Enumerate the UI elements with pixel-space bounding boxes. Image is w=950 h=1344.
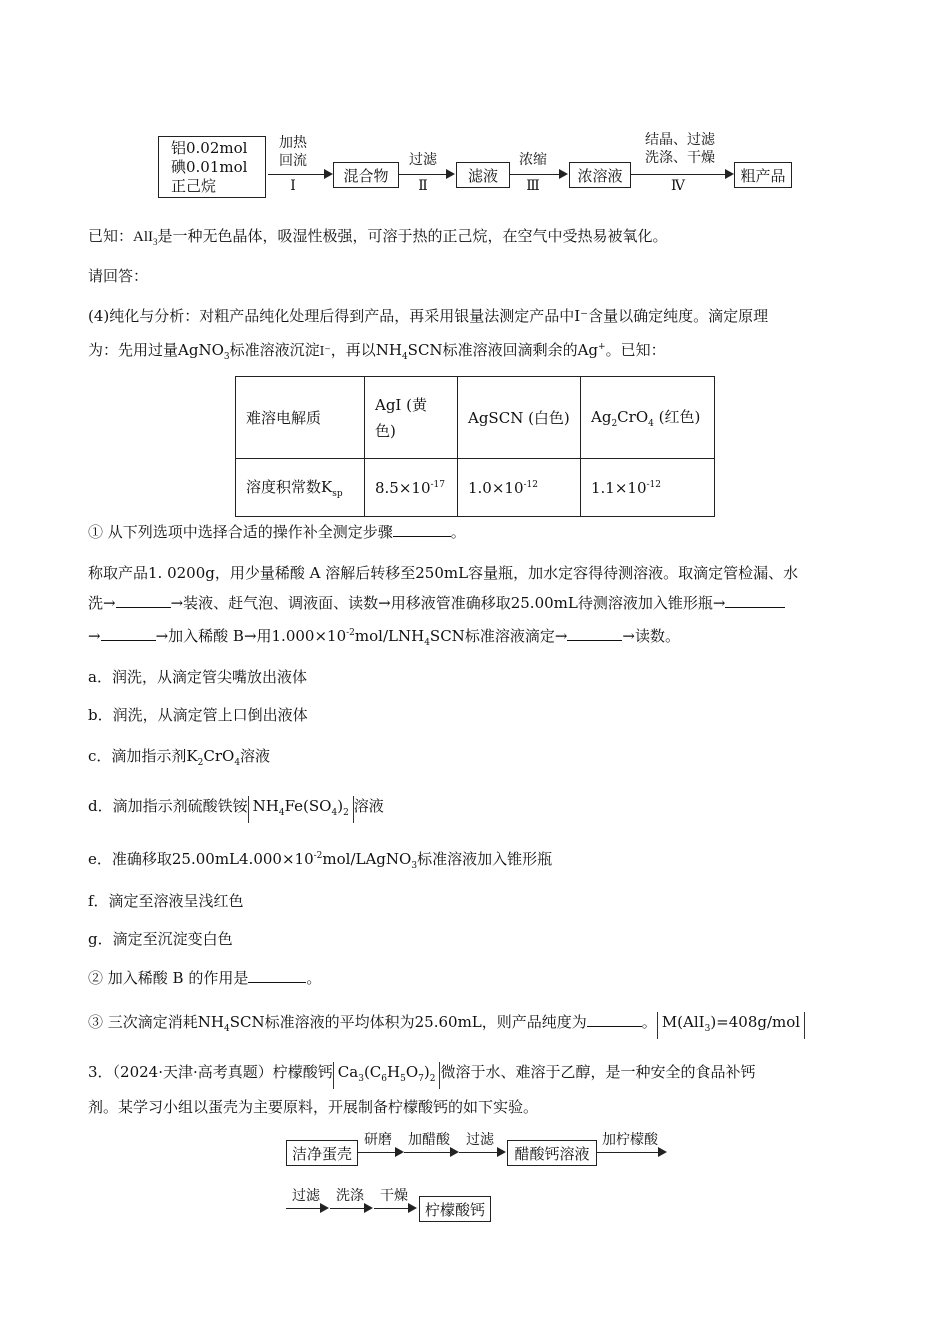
step-grind: 研磨	[364, 1132, 392, 1148]
step-filter-2: 过滤	[292, 1188, 320, 1204]
reactant-iodine: 碘0.01mol	[171, 157, 248, 176]
ask-line: 请回答：	[88, 267, 149, 285]
step4-label: 结晶、过滤 洗涤、干燥	[645, 132, 715, 166]
formula-bracket: $Ca_3(C_6H_5O_7)_2$	[333, 1062, 441, 1089]
problem3-line2: 剂。某学习小组以蛋壳为主要原料，开展制备柠檬酸钙的如下实验。	[88, 1098, 539, 1116]
arrow-3	[509, 174, 559, 175]
reactant-box	[158, 136, 266, 198]
table-row-header	[236, 377, 715, 459]
answer-blank[interactable]	[393, 522, 451, 537]
option-b: b．润洗，从滴定管上口倒出液体	[88, 706, 308, 724]
step2-label: 过滤	[409, 152, 437, 168]
option-f: f．滴定至溶液呈浅红色	[88, 892, 244, 910]
table-header-agi: AgI (黄 色)	[365, 377, 458, 459]
table-row-ksp	[236, 459, 715, 517]
arrow-filter-1	[459, 1152, 497, 1153]
formula-ali3: AlI$_3$	[133, 229, 158, 247]
reactant-al: 铝0.02mol	[171, 138, 248, 157]
answer-blank[interactable]	[116, 593, 171, 608]
arrowhead-grind	[395, 1147, 404, 1157]
arrowhead-3	[559, 169, 568, 179]
step3-roman: Ⅲ	[526, 178, 540, 194]
step-dry: 干燥	[380, 1188, 408, 1204]
table-header-agscn: AgSCN (白色)	[458, 377, 581, 459]
arrowhead-citric	[658, 1147, 667, 1157]
problem3-line1: 3．（2024·天津·高考真题）柠檬酸钙 $Ca_3(C_6H_5O_7)_2$ 微溶于水、难溶于乙醇，是一种安全的食品补钙	[88, 1062, 756, 1089]
reactant-hexane: 正己烷	[171, 176, 217, 195]
arrowhead-4	[725, 169, 734, 179]
molar-mass-bracket: M(AlI$_3$)=408g/mol	[657, 1012, 805, 1039]
q3-line: ③ 三次滴定消耗$NH_4SCN$标准溶液的平均体积为25.60mL，则产品纯度为 。 M(AlI$_3$)=408g/mol	[88, 1012, 805, 1039]
ksp-table	[235, 376, 715, 517]
box-calcium-citrate: 柠檬酸钙	[419, 1196, 491, 1222]
option-e: e．准确移取$25.00mL4.000\times 10^{-2}mol/LAgNO_3$标准溶液加入锥形瓶	[88, 850, 553, 871]
table-header-ag2cro4: $Ag_2CrO_4$ (红色)	[581, 377, 715, 459]
arrowhead-1	[324, 169, 333, 179]
step1-roman: Ⅰ	[290, 178, 296, 194]
answer-blank[interactable]	[725, 593, 785, 608]
q4-line1: (4)纯化与分析：对粗产品纯化处理后得到产品，再采用银量法测定产品中I⁻含量以确定纯度。滴定原理	[88, 307, 769, 325]
table-ksp-label: 溶度积常数$K_{sp}$	[236, 459, 365, 517]
box-filtrate: 滤液	[456, 162, 510, 188]
table-ksp-agscn: $1.0\times 10^{-12}$	[458, 459, 581, 517]
arrowhead-filter-2	[320, 1203, 329, 1213]
arrow-dry	[374, 1208, 408, 1209]
box-crude-product: 粗产品	[734, 162, 792, 188]
answer-blank[interactable]	[248, 968, 306, 983]
arrow-grind	[357, 1152, 395, 1153]
procedure-line3: → →加入稀酸 B→用$1.000\times 10^{-2}mol/LNH_4SCN$标准溶液滴定→ →读数。	[88, 627, 680, 648]
procedure-line1: 称取产品1. 0200g，用少量稀酸 A 溶解后转移至250mL容量瓶，加水定容得待测溶液。取滴定管检漏、水	[88, 564, 799, 582]
arrowhead-dry	[408, 1203, 417, 1213]
step-add-acetic: 加醋酸	[408, 1132, 450, 1148]
table-header-electrolyte: 难溶电解质	[236, 377, 365, 459]
arrow-2	[398, 174, 446, 175]
arrowhead-filter-1	[497, 1147, 506, 1157]
arrow-filter-2	[286, 1208, 320, 1209]
table-ksp-ag2cro4: $1.1\times 10^{-12}$	[581, 459, 715, 517]
box-calcium-acetate: 醋酸钙溶液	[507, 1140, 597, 1166]
table-ksp-agi: $8.5\times 10^{-17}$	[365, 459, 458, 517]
box-concentrate: 浓溶液	[569, 162, 631, 188]
step3-label: 浓缩	[519, 152, 547, 168]
answer-blank[interactable]	[567, 626, 622, 641]
q4-line2: 为：先用过量AgNO$_3$标准溶液沉淀I⁻，再以$NH_4SCN$标准溶液回滴剩余的Ag+。已知：	[88, 341, 666, 362]
option-a: a．润洗，从滴定管尖嘴放出液体	[88, 668, 307, 686]
box-mixture: 混合物	[333, 162, 399, 188]
arrow-4	[630, 174, 725, 175]
arrow-1	[268, 174, 324, 175]
arrowhead-acetic	[450, 1147, 459, 1157]
step2-roman: Ⅱ	[418, 178, 428, 194]
step1-label: 加热 回流	[279, 135, 307, 169]
step-filter-1: 过滤	[466, 1132, 494, 1148]
arrow-acetic	[404, 1152, 450, 1153]
step-add-citric: 加柠檬酸	[602, 1132, 658, 1148]
procedure-line2: 洗→ →装液、赶气泡、调液面、读数→用移液管准确移取25.00mL待测溶液加入锥形瓶→	[88, 593, 785, 613]
arrowhead-wash	[364, 1203, 373, 1213]
step-wash: 洗涤	[336, 1188, 364, 1204]
option-c: c．滴加指示剂$K_2CrO_4$溶液	[88, 747, 271, 768]
option-d: d．滴加指示剂硫酸铁铵 $NH_4Fe(SO_4)_2$ 溶液	[88, 796, 384, 823]
q2-line: ② 加入稀酸 B 的作用是 。	[88, 969, 322, 987]
box-clean-eggshell: 洁净蛋壳	[286, 1140, 358, 1166]
step4-roman: Ⅳ	[671, 178, 685, 194]
arrow-wash	[330, 1208, 364, 1209]
arrowhead-2	[446, 169, 455, 179]
formula-bracket: $NH_4Fe(SO_4)_2$	[248, 796, 354, 823]
option-g: g．滴定至沉淀变白色	[88, 930, 233, 948]
answer-blank[interactable]	[587, 1012, 642, 1027]
q1-line: ① 从下列选项中选择合适的操作补全测定步骤 。	[88, 523, 466, 541]
answer-blank[interactable]	[101, 626, 156, 641]
known-line: 已知：AlI$_3$是一种无色晶体，吸湿性极强，可溶于热的正己烷，在空气中受热易被氧化。	[88, 227, 668, 247]
arrow-citric	[596, 1152, 658, 1153]
